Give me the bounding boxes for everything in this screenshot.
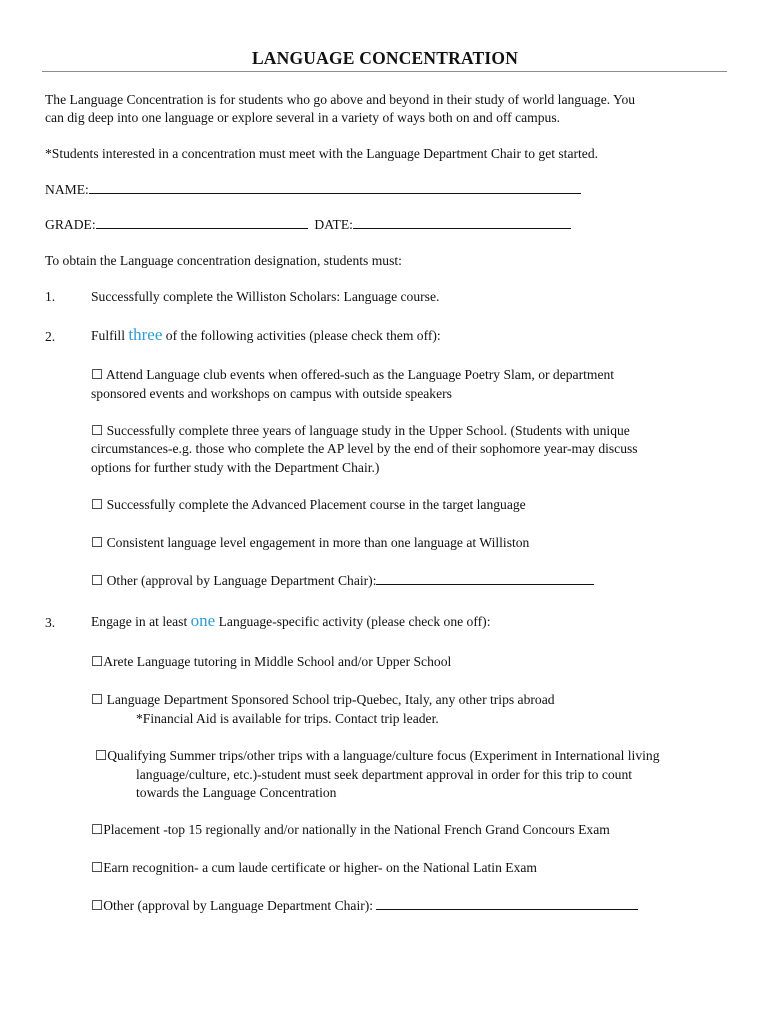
checkbox-icon[interactable]: ☐ [91, 367, 104, 382]
name-field[interactable] [89, 181, 581, 194]
item-text: Placement -top 15 regionally and/or nationally in the National French Grand Concours Exam [103, 822, 610, 837]
checkbox-icon[interactable]: ☐ [91, 535, 104, 550]
grade-label: GRADE: [45, 217, 96, 232]
checkbox-icon[interactable]: ☐ [91, 822, 104, 837]
item-text-continued: towards the Language Concentration [136, 785, 337, 800]
obtain-text: To obtain the Language concentration designation, students must: [45, 253, 402, 268]
checkbox-icon[interactable]: ☐ [95, 748, 108, 763]
item-text-continued: sponsored events and workshops on campus with outside speakers [91, 386, 452, 401]
item-text: Consistent language level engagement in more than one language at Williston [106, 535, 530, 550]
checkbox-icon[interactable]: ☐ [91, 692, 104, 707]
requirement-3-prefix: Engage in at least [91, 614, 191, 629]
requirement-3-text [91, 612, 490, 631]
item-text: Other (approval by Language Department Chair): [103, 898, 377, 913]
item-text: Language Department Sponsored School trip-Quebec, Italy, any other trips abroad [106, 692, 555, 707]
requirement-1-number: 1. [45, 289, 56, 304]
requirement-2-accent: three [128, 325, 163, 344]
requirement-3-accent: one [190, 611, 216, 630]
name-row [45, 181, 581, 199]
checkbox-icon[interactable]: ☐ [91, 573, 104, 588]
item-text: Attend Language club events when offered-such as the Language Poetry Slam, or department [105, 367, 615, 382]
item-text: Qualifying Summer trips/other trips with a language/culture focus (Experiment in International living [107, 748, 660, 763]
grade-date-row [45, 216, 571, 234]
requirement-2-number: 2. [45, 329, 56, 344]
item-text: Earn recognition- a cum laude certificate or higher- on the National Latin Exam [103, 860, 537, 875]
other-approval-field[interactable] [376, 897, 638, 910]
list-item [91, 821, 610, 839]
checkbox-icon[interactable]: ☐ [91, 654, 104, 669]
item-text-continued: circumstances-e.g. those who complete the AP level by the end of their sophomore year-may discuss [91, 441, 638, 456]
item-text: Successfully complete three years of language study in the Upper School. (Students with unique [106, 423, 630, 438]
list-item [91, 653, 451, 671]
list-item [95, 747, 660, 765]
list-item [91, 366, 614, 384]
checkbox-icon[interactable]: ☐ [91, 497, 104, 512]
item-text: Successfully complete the Advanced Placement course in the target language [106, 497, 526, 512]
requirement-2-prefix: Fulfill [91, 328, 129, 343]
other-approval-field[interactable] [376, 572, 594, 585]
intro-line-2: can dig deep into one language or explore several in a variety of ways both on and off campus. [45, 110, 561, 125]
list-item [91, 496, 526, 514]
list-item [91, 422, 630, 440]
requirement-3-suffix: Language-specific activity (please check one off): [215, 614, 491, 629]
date-label: DATE: [314, 217, 353, 232]
item-text: Arete Language tutoring in Middle School and/or Upper School [103, 654, 452, 669]
requirement-2-suffix: of the following activities (please check them off): [162, 328, 441, 343]
intro-line-1: The Language Concentration is for students who go above and beyond in their study of world language. You [45, 92, 636, 107]
grade-field[interactable] [96, 216, 308, 229]
list-item [91, 572, 594, 590]
checkbox-icon[interactable]: ☐ [91, 423, 104, 438]
requirement-1-text: Successfully complete the Williston Scholars: Language course. [91, 289, 440, 304]
title-rule [42, 71, 727, 72]
list-item [91, 534, 529, 552]
item-text-continued: options for further study with the Department Chair.) [91, 460, 380, 475]
item-text-continued: language/culture, etc.)-student must seek department approval in order for this trip to count [136, 767, 633, 782]
item-text: Other (approval by Language Department Chair): [106, 573, 377, 588]
chair-note: *Students interested in a concentration must meet with the Language Department Chair to get started. [45, 146, 599, 161]
list-item [91, 897, 638, 915]
page-title: LANGUAGE CONCENTRATION [251, 48, 519, 68]
name-label: NAME: [45, 182, 89, 197]
checkbox-icon[interactable]: ☐ [91, 860, 104, 875]
requirement-2-text [91, 326, 441, 345]
requirement-3-number: 3. [45, 615, 56, 630]
list-item [91, 859, 537, 877]
date-field[interactable] [353, 216, 571, 229]
list-item [91, 691, 555, 709]
item-text-continued: *Financial Aid is available for trips. Contact trip leader. [136, 711, 439, 726]
checkbox-icon[interactable]: ☐ [91, 898, 104, 913]
